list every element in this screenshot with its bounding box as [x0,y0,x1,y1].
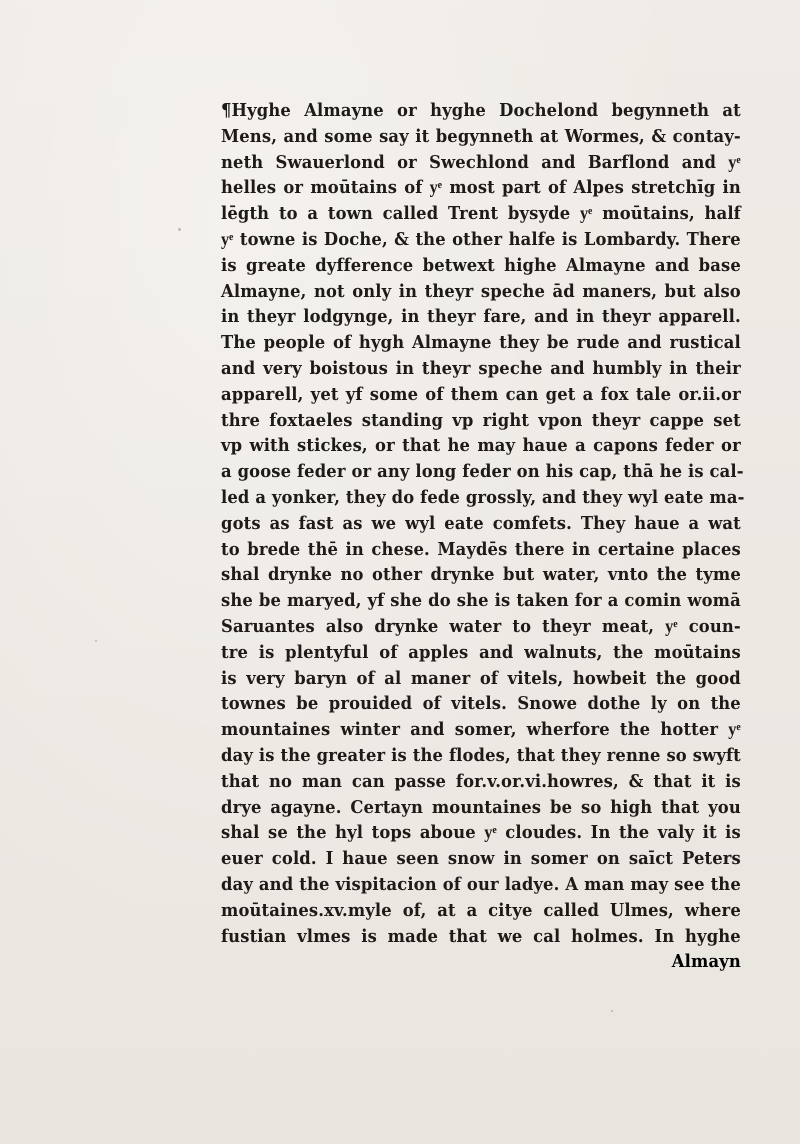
text-line: townes be prouided of vitels. Snowe dothe ly on the [221,693,741,715]
text-line: shal se the hyl tops aboue yͤ cloudes. In the valy it is [221,822,741,844]
text-block [221,98,745,949]
text-line: vp with stickes, or that he may haue a capons feder or [221,435,741,457]
text-line: helles or moūtains of yͤ most part of Alpes stretchīg in [221,177,741,199]
text-line: Mens, and some say it begynneth at Wormes, & contay- [221,125,741,147]
catchword: Almayn [671,951,741,972]
text-line: a goose feder or any long feder on his cap, thā he is cal- [221,461,744,483]
text-line: The people of hygh Almayne they be rude and rustical [221,332,741,354]
text-line: fustian vlmes is made that we cal holmes. In hyghe [221,925,741,947]
text-line: drye agayne. Certayn mountaines be so high that you [221,796,741,818]
text-line: gots as fast as we wyl eate comfets. They haue a wat [221,512,741,534]
text-line: led a yonker, they do fede grossly, and they wyl eate ma- [221,486,745,508]
text-line: Saruantes also drynke water to theyr meat, yͤ coun- [221,615,741,637]
text-line: neth Swauerlond or Swechlond and Barflond and yͤ [221,151,741,173]
text-line: tre is plentyful of apples and walnuts, the moūtains [221,641,741,663]
text-line: shal drynke no other drynke but water, vnto the tyme [221,564,741,586]
text-line: euer cold. I haue seen snow in somer on saīct Peters [221,848,741,870]
text-line: mountaines winter and somer, wherfore the hotter yͤ [221,719,741,741]
text-line: is greate dyfference betwext highe Almayne and base [221,254,741,276]
text-line: that no man can passe for.v.or.vi.howres, & that it is [221,770,741,792]
text-line: ¶Hyghe Almayne or hyghe Dochelond begynneth at [221,100,741,121]
paper-speck [611,1010,613,1012]
text-line: apparell, yet yf some of them can get a fox tale or.ii.or [221,383,741,405]
text-line: lēgth to a town called Trent bysyde yͤ moūtains, half [221,203,741,225]
text-line: day and the vispitacion of our ladye. A man may see the [221,873,741,895]
text-line: is very baryn of al maner of vitels, howbeit the good [221,667,741,689]
text-line: in theyr lodgynge, in theyr fare, and in theyr apparell. [221,306,741,328]
paper-speck [95,640,97,642]
text-line: moūtaines.xv.myle of, at a citye called Ulmes, where [221,899,741,921]
text-line: she be maryed, yf she do she is taken for a comin womā [221,590,741,612]
text-line: to brede thē in chese. Maydēs there in certaine places [221,538,741,560]
text-line: thre foxtaeles standing vp right vpon theyr cappe set [221,409,741,431]
text-line: day is the greater is the flodes, that they renne so swyft [221,744,741,766]
text-line: and very boistous in theyr speche and humbly in their [221,357,741,379]
text-line: yͤ towne is Doche, & the other halfe is Lombardy. There [221,228,741,250]
paper-speck [178,228,181,231]
text-line: Almayne, not only in theyr speche ād maners, but also [221,280,741,302]
